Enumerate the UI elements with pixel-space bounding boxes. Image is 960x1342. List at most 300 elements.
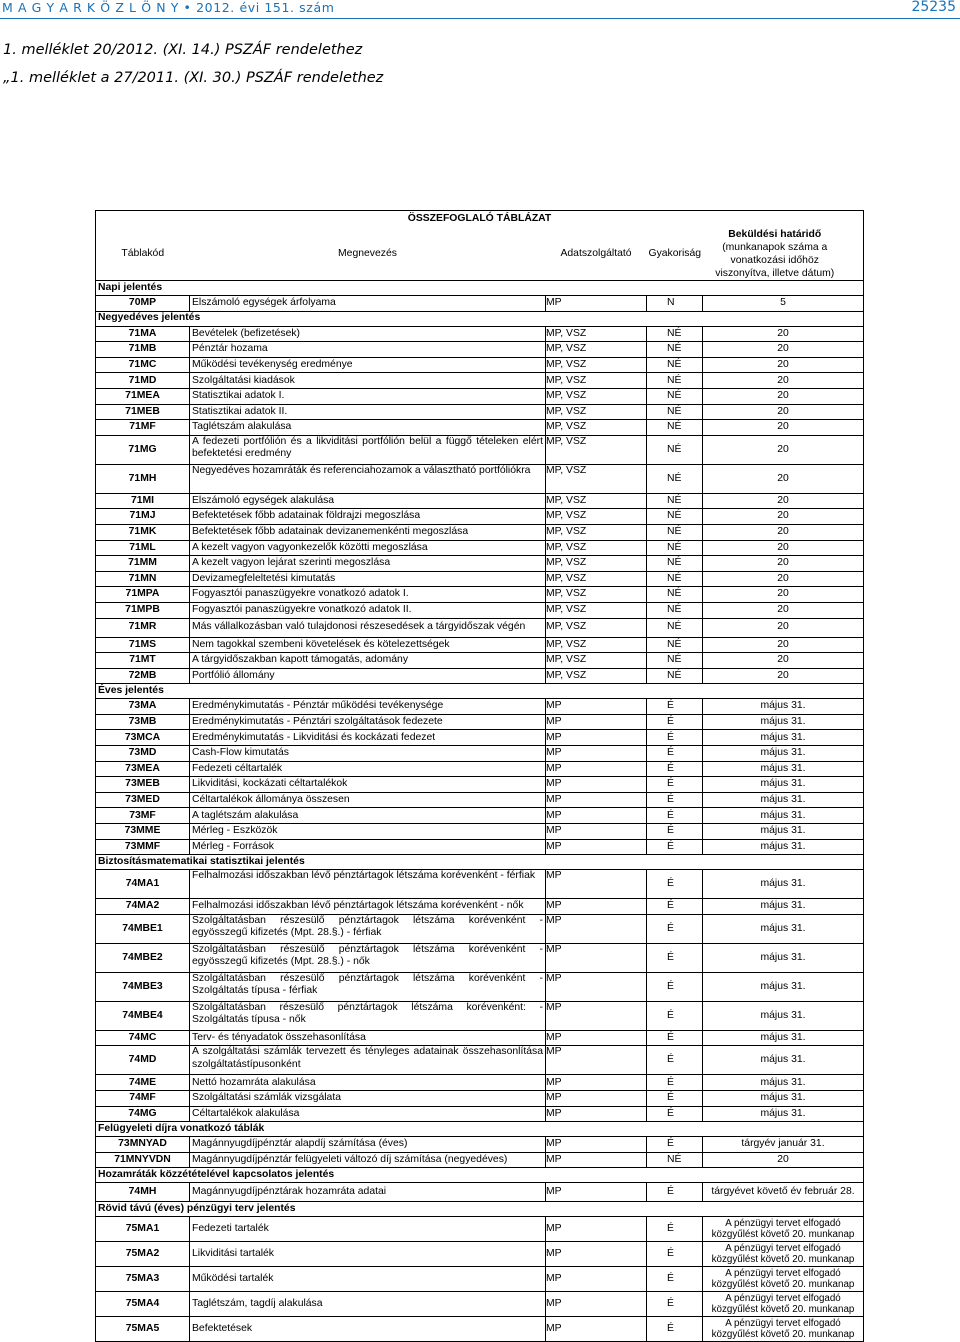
row-name: Felhalmozási időszakban lévő pénztártagok létszáma korévenként - nők [190,899,546,915]
table-row [96,870,864,899]
row-name: A taglétszám alakulása [190,808,546,824]
row-provider: MP [546,943,647,972]
row-frequency: NÉ [647,1152,703,1168]
row-code: 73MEA [96,761,190,777]
row-provider: MP [546,1183,647,1202]
section-row [96,1168,864,1183]
table-row [96,1137,864,1153]
row-name: Negyedéves hozamráták és referenciahozamok a választható portfóliókra [190,464,546,493]
row-code: 75MA5 [96,1317,190,1342]
row-code: 75MA1 [96,1217,190,1242]
row-frequency: É [647,746,703,762]
section-row [96,1202,864,1217]
table-row [96,464,864,493]
row-code: 71MI [96,493,190,509]
row-name: Elszámoló egységek árfolyama [190,296,546,312]
row-deadline: május 31. [703,1046,864,1075]
row-name: Befektetések főbb adatainak földrajzi megoszlása [190,509,546,525]
table-row [96,972,864,1001]
row-frequency: É [647,1106,703,1122]
section-row [96,1122,864,1137]
row-code: 71MPB [96,602,190,618]
row-frequency: É [647,761,703,777]
row-name: Likviditási, kockázati céltartalékok [190,777,546,793]
row-frequency: É [647,1046,703,1075]
row-provider: MP [546,1242,647,1267]
row-deadline: 20 [703,618,864,637]
table-row [96,730,864,746]
row-provider: MP [546,792,647,808]
row-frequency: É [647,914,703,943]
row-deadline: május 31. [703,839,864,855]
row-code: 74MG [96,1106,190,1122]
row-frequency: É [647,1292,703,1317]
row-name: A kezelt vagyon vagyonkezelők közötti megoszlása [190,540,546,556]
table-row [96,1317,864,1342]
table-row [96,914,864,943]
row-frequency: NÉ [647,587,703,603]
row-frequency: É [647,1267,703,1292]
row-deadline: 20 [703,587,864,603]
row-name: Befektetések [190,1317,546,1342]
row-provider: MP, VSZ [546,587,647,603]
row-provider: MP, VSZ [546,493,647,509]
row-code: 74MBE3 [96,972,190,1001]
row-frequency: É [647,1242,703,1267]
row-deadline: 20 [703,420,864,436]
row-code: 74MF [96,1091,190,1107]
row-code: 71MA [96,326,190,342]
row-provider: MP, VSZ [546,342,647,358]
annex-line-2: „1. melléklet a 27/2011. (XI. 30.) PSZÁF rendelethez [3,70,384,86]
deadline-title: Beküldési határidő [728,229,822,240]
col-header-deadline [703,228,864,281]
row-deadline: május 31. [703,730,864,746]
row-deadline: május 31. [703,870,864,899]
row-deadline: május 31. [703,699,864,715]
row-deadline: 20 [703,404,864,420]
table-row [96,746,864,762]
row-provider: MP, VSZ [546,540,647,556]
row-provider: MP [546,914,647,943]
table-row [96,792,864,808]
row-provider: MP [546,1106,647,1122]
row-deadline: május 31. [703,914,864,943]
row-name: Mérleg - Források [190,839,546,855]
row-provider: MP, VSZ [546,571,647,587]
table-row [96,493,864,509]
header-rule [0,18,960,19]
table-row [96,1091,864,1107]
table-title: ÖSSZEFOGLALÓ TÁBLÁZAT [96,211,864,229]
row-frequency: É [647,808,703,824]
row-name: Eredménykimutatás - Likviditási és kockázati fedezet [190,730,546,746]
row-deadline: 20 [703,493,864,509]
row-provider: MP, VSZ [546,509,647,525]
row-provider: MP [546,1001,647,1030]
row-provider: MP [546,1267,647,1292]
row-name: Taglétszám alakulása [190,420,546,436]
row-frequency: NÉ [647,326,703,342]
row-frequency: NÉ [647,357,703,373]
row-provider: MP [546,730,647,746]
table-row [96,761,864,777]
row-provider: MP [546,777,647,793]
section-row [96,684,864,699]
row-code: 72MB [96,668,190,684]
row-name: A tárgyidőszakban kapott támogatás, adomány [190,653,546,669]
row-deadline: 20 [703,388,864,404]
row-name: Eredménykimutatás - Pénztár működési tevékenysége [190,699,546,715]
table-row [96,1075,864,1091]
row-frequency: É [647,730,703,746]
row-provider: MP, VSZ [546,524,647,540]
table-row [96,1292,864,1317]
row-code: 74MA2 [96,899,190,915]
row-frequency: É [647,699,703,715]
table-row [96,653,864,669]
row-name: A fedezeti portfólión és a likviditási portfólión belül a függő tételeken elért befektetési eredmény [190,435,546,464]
row-code: 71MB [96,342,190,358]
row-provider: MP, VSZ [546,420,647,436]
row-frequency: É [647,1183,703,1202]
row-provider: MP [546,1030,647,1046]
section-row [96,855,864,870]
row-name: Devizamegfeleltetési kimutatás [190,571,546,587]
row-code: 71MG [96,435,190,464]
row-code: 74MBE2 [96,943,190,972]
row-frequency: É [647,839,703,855]
row-provider: MP, VSZ [546,464,647,493]
row-frequency: É [647,1091,703,1107]
row-code: 73MCA [96,730,190,746]
table-row [96,556,864,572]
row-deadline: A pénzügyi tervet elfogadó közgyűlést követő 20. munkanap [703,1217,864,1242]
row-name: Fedezeti tartalék [190,1217,546,1242]
row-code: 71MC [96,357,190,373]
row-name: Szolgáltatási számlák vizsgálata [190,1091,546,1107]
section-title: Negyedéves jelentés [96,311,864,326]
table-row [96,777,864,793]
row-name: Működési tartalék [190,1267,546,1292]
row-name: Működési tevékenység eredménye [190,357,546,373]
table-row [96,899,864,915]
table-row [96,1267,864,1292]
col-header-provider: Adatszolgáltató [546,228,647,281]
row-frequency: NÉ [647,342,703,358]
row-name: A kezelt vagyon lejárat szerinti megoszlása [190,556,546,572]
table-row [96,388,864,404]
row-deadline: május 31. [703,808,864,824]
row-name: Nettó hozamráta alakulása [190,1075,546,1091]
row-name: Szolgáltatásban részesülő pénztártagok létszáma korévenként: - Szolgáltatás típusa - nők [190,1001,546,1030]
row-deadline: A pénzügyi tervet elfogadó közgyűlést követő 20. munkanap [703,1292,864,1317]
row-code: 73MB [96,714,190,730]
table-row [96,571,864,587]
row-provider: MP, VSZ [546,435,647,464]
row-frequency: NÉ [647,404,703,420]
row-deadline: május 31. [703,1030,864,1046]
row-frequency: NÉ [647,435,703,464]
row-deadline: május 31. [703,714,864,730]
row-frequency: NÉ [647,493,703,509]
row-name: Bevételek (befizetések) [190,326,546,342]
row-name: Magánnyugdíjpénztár felügyeleti változó díj számítása (negyedéves) [190,1152,546,1168]
row-provider: MP, VSZ [546,373,647,389]
section-row [96,311,864,326]
row-name: Magánnyugdíjpénztárak hozamráta adatai [190,1183,546,1202]
row-code: 71MT [96,653,190,669]
row-provider: MP, VSZ [546,668,647,684]
row-provider: MP, VSZ [546,326,647,342]
row-deadline: 20 [703,342,864,358]
row-deadline: május 31. [703,899,864,915]
row-name: Céltartalékok alakulása [190,1106,546,1122]
page-number: 25235 [911,0,956,15]
table-row [96,839,864,855]
row-frequency: NÉ [647,571,703,587]
row-frequency: NÉ [647,464,703,493]
row-deadline: 20 [703,326,864,342]
row-provider: MP [546,899,647,915]
row-frequency: NÉ [647,653,703,669]
row-frequency: É [647,1217,703,1242]
table-row [96,540,864,556]
table-row [96,404,864,420]
row-deadline: 20 [703,556,864,572]
summary-table-wrap [95,210,864,1342]
row-name: Eredménykimutatás - Pénztári szolgáltatások fedezete [190,714,546,730]
table-row [96,342,864,358]
table-row [96,1001,864,1030]
row-provider: MP, VSZ [546,618,647,637]
section-title: Napi jelentés [96,281,864,296]
table-row [96,509,864,525]
row-code: 71MEB [96,404,190,420]
row-frequency: É [647,943,703,972]
row-deadline: 5 [703,296,864,312]
row-frequency: NÉ [647,637,703,653]
row-code: 71MF [96,420,190,436]
row-deadline: május 31. [703,761,864,777]
row-provider: MP [546,1075,647,1091]
row-code: 71MM [96,556,190,572]
row-provider: MP [546,824,647,840]
row-deadline: 20 [703,571,864,587]
row-code: 75MA4 [96,1292,190,1317]
row-deadline: 20 [703,602,864,618]
row-name: Pénztár hozama [190,342,546,358]
row-name: Portfólió állomány [190,668,546,684]
row-name: Szolgáltatásban részesülő pénztártagok létszáma korévenként - egyösszegű kifizetés (Mpt. 28.§.) - férfiak [190,914,546,943]
row-provider: MP [546,870,647,899]
table-row [96,420,864,436]
table-body [96,281,864,1342]
row-frequency: É [647,972,703,1001]
row-frequency: É [647,777,703,793]
row-code: 74MC [96,1030,190,1046]
row-frequency: NÉ [647,420,703,436]
row-code: 71MNYVDN [96,1152,190,1168]
table-row [96,587,864,603]
row-code: 71MD [96,373,190,389]
row-name: Statisztikai adatok II. [190,404,546,420]
row-code: 71MS [96,637,190,653]
row-name: Befektetések főbb adatainak devizanemenkénti megoszlása [190,524,546,540]
row-code: 74MBE4 [96,1001,190,1030]
row-code: 71MR [96,618,190,637]
row-frequency: É [647,792,703,808]
row-frequency: NÉ [647,540,703,556]
section-title: Hozamráták közzétételével kapcsolatos jelentés [96,1168,864,1183]
row-deadline: május 31. [703,824,864,840]
row-deadline: május 31. [703,1091,864,1107]
row-code: 73MNYAD [96,1137,190,1153]
row-code: 71MN [96,571,190,587]
row-frequency: É [647,824,703,840]
row-name: Nem tagokkal szembeni követelések és kötelezettségek [190,637,546,653]
row-frequency: É [647,714,703,730]
row-frequency: NÉ [647,602,703,618]
table-row [96,435,864,464]
annex-line-1: 1. melléklet 20/2012. (XI. 14.) PSZÁF rendelethez [3,42,363,58]
row-name: Fedezeti céltartalék [190,761,546,777]
row-code: 75MA2 [96,1242,190,1267]
row-deadline: 20 [703,1152,864,1168]
row-code: 73MD [96,746,190,762]
row-deadline: május 31. [703,1106,864,1122]
row-code: 74ME [96,1075,190,1091]
row-name: A szolgáltatási számlák tervezett és tényleges adatainak összehasonlítása szolgáltatástípusonként [190,1046,546,1075]
row-name: Fogyasztói panaszügyekre vonatkozó adatok II. [190,602,546,618]
row-provider: MP [546,808,647,824]
row-provider: MP [546,746,647,762]
table-row [96,1242,864,1267]
row-deadline: 20 [703,668,864,684]
row-name: Felhalmozási időszakban lévő pénztártagok létszáma korévenként - férfiak [190,870,546,899]
row-code: 74MBE1 [96,914,190,943]
row-frequency: N [647,296,703,312]
row-provider: MP [546,972,647,1001]
row-name: Fogyasztói panaszügyekre vonatkozó adatok I. [190,587,546,603]
row-frequency: NÉ [647,618,703,637]
table-row [96,296,864,312]
row-provider: MP [546,1152,647,1168]
row-provider: MP [546,296,647,312]
row-deadline: május 31. [703,943,864,972]
table-row [96,1106,864,1122]
row-name: Mérleg - Eszközök [190,824,546,840]
row-provider: MP, VSZ [546,653,647,669]
deadline-subtitle: (munkanapok száma a vonatkozási időhöz viszonyítva, illetve dátum) [715,242,835,279]
row-provider: MP [546,1292,647,1317]
row-provider: MP [546,1317,647,1342]
row-frequency: É [647,1317,703,1342]
row-name: Szolgáltatásban részesülő pénztártagok létszáma korévenként - egyösszegű kifizetés (Mpt. 28.§.) - nők [190,943,546,972]
row-code: 74MH [96,1183,190,1202]
row-name: Elszámoló egységek alakulása [190,493,546,509]
row-frequency: NÉ [647,388,703,404]
row-provider: MP [546,761,647,777]
row-frequency: É [647,899,703,915]
row-code: 70MP [96,296,190,312]
row-provider: MP, VSZ [546,556,647,572]
section-title: Rövid távú (éves) pénzügyi terv jelentés [96,1202,864,1217]
col-header-name: Megnevezés [190,228,546,281]
row-deadline: 20 [703,373,864,389]
row-deadline: május 31. [703,777,864,793]
table-row [96,943,864,972]
table-row [96,808,864,824]
row-frequency: É [647,870,703,899]
row-provider: MP [546,1137,647,1153]
row-deadline: 20 [703,464,864,493]
row-code: 75MA3 [96,1267,190,1292]
table-row [96,373,864,389]
row-deadline: május 31. [703,792,864,808]
row-code: 71MH [96,464,190,493]
row-provider: MP, VSZ [546,602,647,618]
row-code: 71MJ [96,509,190,525]
row-deadline: A pénzügyi tervet elfogadó közgyűlést követő 20. munkanap [703,1242,864,1267]
table-row [96,1217,864,1242]
row-frequency: É [647,1137,703,1153]
row-name: Statisztikai adatok I. [190,388,546,404]
row-code: 71MEA [96,388,190,404]
table-row [96,618,864,637]
row-deadline: 20 [703,524,864,540]
table-row [96,326,864,342]
row-name: Likviditási tartalék [190,1242,546,1267]
row-code: 73MA [96,699,190,715]
table-row [96,668,864,684]
row-name: Céltartalékok állománya összesen [190,792,546,808]
row-deadline: május 31. [703,972,864,1001]
journal-header [0,0,960,16]
row-frequency: É [647,1075,703,1091]
row-frequency: É [647,1030,703,1046]
table-row [96,524,864,540]
row-deadline: tárgyév január 31. [703,1137,864,1153]
row-provider: MP, VSZ [546,357,647,373]
section-title: Éves jelentés [96,684,864,699]
row-provider: MP [546,699,647,715]
row-name: Más vállalkozásban való tulajdonosi részesedések a tárgyidőszak végén [190,618,546,637]
table-row [96,1152,864,1168]
table-row [96,714,864,730]
col-header-code: Táblakód [96,228,190,281]
journal-title: M A G Y A R K Ö Z L Ö N Y • 2012. évi 151. szám [2,0,335,15]
row-provider: MP [546,1046,647,1075]
row-provider: MP, VSZ [546,637,647,653]
row-provider: MP, VSZ [546,388,647,404]
row-name: Magánnyugdíjpénztár alapdíj számítása (éves) [190,1137,546,1153]
row-frequency: NÉ [647,373,703,389]
row-deadline: A pénzügyi tervet elfogadó közgyűlést követő 20. munkanap [703,1317,864,1342]
row-deadline: május 31. [703,1075,864,1091]
row-deadline: tárgyévet követő év február 28. [703,1183,864,1202]
row-code: 71ML [96,540,190,556]
summary-table [95,210,864,1342]
row-code: 74MA1 [96,870,190,899]
row-name: Terv- és tényadatok összehasonlítása [190,1030,546,1046]
row-deadline: 20 [703,653,864,669]
row-frequency: É [647,1001,703,1030]
row-deadline: 20 [703,540,864,556]
row-frequency: NÉ [647,524,703,540]
row-deadline: A pénzügyi tervet elfogadó közgyűlést követő 20. munkanap [703,1267,864,1292]
table-row [96,637,864,653]
